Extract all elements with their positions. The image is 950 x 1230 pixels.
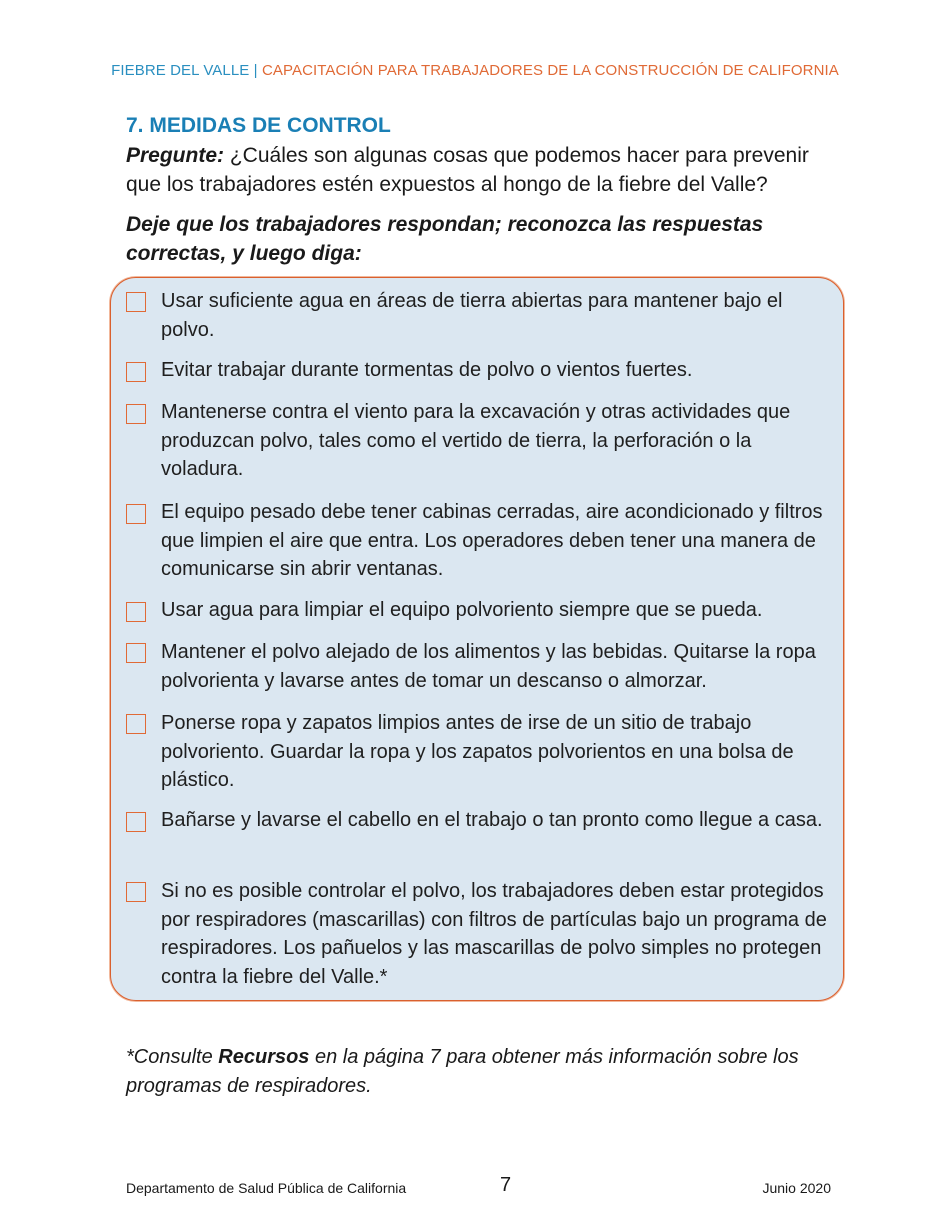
instruction-text: Deje que los trabajadores respondan; reconozca las respuestas correctas, y luego diga: bbox=[126, 213, 764, 265]
checkbox[interactable] bbox=[126, 504, 146, 524]
checkbox[interactable] bbox=[126, 714, 146, 734]
checkbox[interactable] bbox=[126, 812, 146, 832]
footnote-prefix: *Consulte bbox=[126, 1046, 219, 1068]
footer-page-number: 7 bbox=[500, 1174, 512, 1196]
checklist-item: Usar agua para limpiar el equipo polvoriento siempre que se pueda. bbox=[161, 599, 763, 621]
section-title: 7. MEDIDAS DE CONTROL bbox=[126, 114, 391, 137]
question-paragraph bbox=[126, 141, 846, 199]
checkbox[interactable] bbox=[126, 602, 146, 622]
header-right: CAPACITACIÓN PARA TRABAJADORES DE LA CONSTRUCCIÓN DE CALIFORNIA bbox=[261, 62, 839, 79]
checkbox[interactable] bbox=[126, 404, 146, 424]
footnote-resources-link: Recursos bbox=[218, 1046, 310, 1068]
checklist-item: El equipo pesado debe tener cabinas cerradas, aire acondicionado y filtros que limpien el aire que entra. Los operadores deben tener una manera de comunicarse sin abrir ventanas. bbox=[161, 501, 823, 580]
header-separator: | bbox=[249, 62, 262, 79]
checklist-item: Si no es posible controlar el polvo, los trabajadores deben estar protegidos por respiradores (mascarillas) con filtros de partículas bajo un programa de respiradores. Los pañuelos y las mascarillas de polvo simples no protegen contra la fiebre del Valle.* bbox=[161, 880, 827, 988]
footnote bbox=[126, 1043, 846, 1101]
checkbox[interactable] bbox=[126, 643, 146, 663]
header-left: FIEBRE DEL VALLE bbox=[111, 62, 250, 79]
checklist-item: Mantenerse contra el viento para la excavación y otras actividades que produzcan polvo, tales como el vertido de tierra, la perforación o la voladura. bbox=[161, 401, 791, 480]
checkbox[interactable] bbox=[126, 292, 146, 312]
question-lead: Pregunte: bbox=[126, 144, 225, 167]
checklist-item: Ponerse ropa y zapatos limpios antes de irse de un sitio de trabajo polvoriento. Guardar la ropa y los zapatos polvorientos en una bolsa de plástico. bbox=[161, 712, 794, 791]
page-header bbox=[0, 62, 950, 79]
question-text: ¿Cuáles son algunas cosas que podemos hacer para prevenir que los trabajadores estén expuestos al hongo de la fiebre del Valle? bbox=[126, 144, 809, 196]
checkbox[interactable] bbox=[126, 882, 146, 902]
control-measures-panel bbox=[110, 277, 844, 1001]
footer-department: Departamento de Salud Pública de California bbox=[126, 1180, 407, 1196]
checklist-item: Evitar trabajar durante tormentas de polvo o vientos fuertes. bbox=[161, 359, 693, 381]
checklist-item: Mantener el polvo alejado de los alimentos y las bebidas. Quitarse la ropa polvorienta y lavarse antes de tomar un descanso o almorzar. bbox=[161, 641, 816, 692]
checkbox[interactable] bbox=[126, 362, 146, 382]
checklist-item: Usar suficiente agua en áreas de tierra abiertas para mantener bajo el polvo. bbox=[161, 290, 783, 341]
checklist-item: Bañarse y lavarse el cabello en el trabajo o tan pronto como llegue a casa. bbox=[161, 809, 823, 831]
footer-date: Junio 2020 bbox=[762, 1180, 831, 1196]
footnote-suffix: en la página 7 para obtener más información sobre los programas de respiradores. bbox=[126, 1046, 799, 1097]
